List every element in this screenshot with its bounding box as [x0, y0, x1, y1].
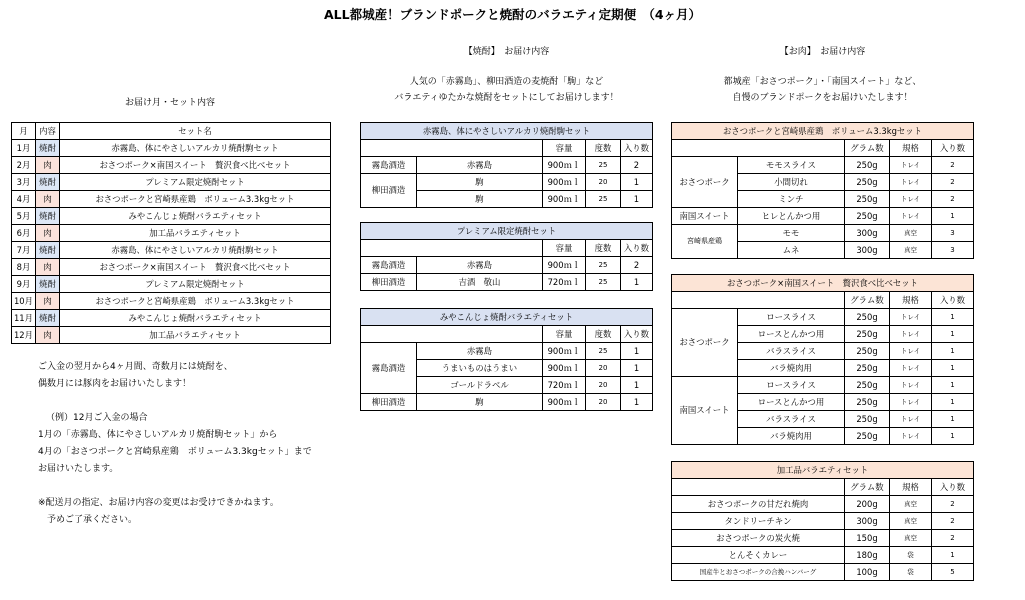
- table-row: [361, 157, 653, 174]
- table-row: [672, 564, 974, 581]
- quantity-cell: 1: [931, 547, 973, 564]
- quantity-cell: 2: [620, 157, 652, 174]
- maker-cell: 柳田酒造: [361, 174, 417, 208]
- brand-cell: 宮崎県産鶏: [672, 225, 738, 259]
- shochu-set-table: [360, 222, 653, 291]
- header-degree: 度数: [585, 326, 620, 343]
- month-cell: 10月: [12, 293, 36, 310]
- schedule-row: [12, 259, 331, 276]
- quantity-cell: 2: [931, 513, 973, 530]
- type-cell: 肉: [36, 293, 60, 310]
- product-cell: バラスライス: [738, 343, 845, 360]
- month-cell: 3月: [12, 174, 36, 191]
- quantity-cell: 1: [932, 309, 974, 326]
- header-type: 内容: [36, 123, 60, 140]
- brand-cell: おさつポーク: [672, 309, 738, 377]
- set-title: おさつポークと宮崎県産鶏 ボリューム3.3kgセット: [672, 123, 974, 140]
- quantity-cell: 1: [932, 428, 974, 445]
- quantity-cell: 1: [932, 326, 974, 343]
- table-row: [361, 394, 653, 411]
- header-blank: [672, 140, 738, 157]
- set-name-cell: 赤霧島、体にやさしいアルカリ焼酎駒セット: [60, 140, 331, 157]
- set-name-cell: プレミアム限定焼酎セット: [60, 276, 331, 293]
- schedule-row: [12, 191, 331, 208]
- header-blank: [417, 140, 543, 157]
- maker-cell: 柳田酒造: [361, 274, 417, 291]
- quantity-cell: 1: [620, 191, 652, 208]
- meat-set-table: [671, 274, 974, 445]
- spec-cell: トレイ: [890, 309, 932, 326]
- volume-cell: 900ｍｌ: [542, 157, 585, 174]
- note-line: ※配送月の指定、お届け内容の変更はお受けできかねます。: [38, 498, 279, 508]
- degree-cell: 20: [585, 174, 620, 191]
- meat-set-table: [671, 461, 974, 581]
- grams-cell: 250g: [844, 157, 889, 174]
- spec-cell: トレイ: [890, 377, 932, 394]
- maker-cell: 柳田酒造: [361, 394, 417, 411]
- set-name-cell: おさつポーク×南国スイート 贅沢食べ比べセット: [60, 259, 331, 276]
- schedule-table: [11, 122, 331, 344]
- maker-cell: 霧島酒造: [361, 343, 417, 394]
- grams-cell: 250g: [845, 360, 890, 377]
- spec-cell: トレイ: [890, 428, 932, 445]
- grams-cell: 300g: [844, 225, 889, 242]
- quantity-cell: 1: [620, 274, 652, 291]
- product-cell: ロースとんかつ用: [738, 394, 845, 411]
- header-quantity: 入り数: [931, 140, 973, 157]
- product-cell: バラ焼肉用: [738, 360, 845, 377]
- product-cell: ゴールドラベル: [417, 377, 543, 394]
- spec-cell: 真空: [889, 513, 931, 530]
- quantity-cell: 1: [620, 343, 652, 360]
- product-cell: おさつポークの炭火焼: [672, 530, 845, 547]
- set-header-row: [672, 292, 974, 309]
- grams-cell: 250g: [844, 208, 889, 225]
- table-row: [361, 257, 653, 274]
- volume-cell: 720ｍｌ: [542, 377, 585, 394]
- header-grams: グラム数: [844, 479, 889, 496]
- quantity-cell: 2: [931, 174, 973, 191]
- header-grams: グラム数: [844, 140, 889, 157]
- product-cell: 駒: [417, 174, 543, 191]
- brand-cell: 南国スイート: [672, 208, 738, 225]
- product-cell: ロースとんかつ用: [738, 326, 845, 343]
- product-cell: 小間切れ: [738, 174, 845, 191]
- product-cell: モモスライス: [738, 157, 845, 174]
- set-title: みやこんじょ焼酎バラエティセット: [361, 309, 653, 326]
- set-title: おさつポーク×南国スイート 贅沢食べ比べセット: [672, 275, 974, 292]
- month-cell: 9月: [12, 276, 36, 293]
- type-cell: 肉: [36, 225, 60, 242]
- quantity-cell: 1: [931, 208, 973, 225]
- product-cell: モモ: [738, 225, 845, 242]
- header-quantity: 入り数: [620, 140, 652, 157]
- schedule-row: [12, 208, 331, 225]
- product-cell: ミンチ: [738, 191, 845, 208]
- set-name-cell: みやこんじょ焼酎バラエティセット: [60, 310, 331, 327]
- note-spacer: [38, 478, 358, 495]
- quantity-cell: 1: [932, 377, 974, 394]
- maker-cell: 霧島酒造: [361, 157, 417, 174]
- grams-cell: 250g: [845, 428, 890, 445]
- set-name-cell: おさつポーク×南国スイート 贅沢食べ比べセット: [60, 157, 331, 174]
- grams-cell: 250g: [845, 326, 890, 343]
- grams-cell: 250g: [845, 377, 890, 394]
- brand-cell: おさつポーク: [672, 157, 738, 208]
- header-volume: 容量: [542, 140, 585, 157]
- schedule-row: [12, 293, 331, 310]
- set-header-row: [361, 140, 653, 157]
- spec-cell: トレイ: [889, 208, 931, 225]
- spec-cell: トレイ: [890, 411, 932, 428]
- degree-cell: 25: [585, 157, 620, 174]
- header-quantity: 入り数: [931, 479, 973, 496]
- table-row: [672, 513, 974, 530]
- header-volume: 容量: [542, 326, 585, 343]
- grams-cell: 200g: [844, 496, 889, 513]
- grams-cell: 250g: [844, 174, 889, 191]
- grams-cell: 300g: [844, 513, 889, 530]
- schedule-row: [12, 140, 331, 157]
- type-cell: 焼酎: [36, 276, 60, 293]
- note-spacer: [38, 393, 358, 410]
- table-row: [361, 343, 653, 360]
- product-cell: バラ焼肉用: [738, 428, 845, 445]
- type-cell: 焼酎: [36, 140, 60, 157]
- grams-cell: 250g: [844, 191, 889, 208]
- note-line: お届けいたします。: [38, 464, 119, 474]
- month-cell: 1月: [12, 140, 36, 157]
- header-quantity: 入り数: [620, 240, 652, 257]
- table-row: [672, 547, 974, 564]
- maker-cell: 霧島酒造: [361, 257, 417, 274]
- spec-cell: 真空: [889, 242, 931, 259]
- type-cell: 焼酎: [36, 310, 60, 327]
- quantity-cell: 2: [931, 496, 973, 513]
- type-cell: 肉: [36, 259, 60, 276]
- volume-cell: 900ｍｌ: [542, 394, 585, 411]
- table-row: [361, 174, 653, 191]
- quantity-cell: 2: [931, 157, 973, 174]
- type-cell: 焼酎: [36, 174, 60, 191]
- quantity-cell: 1: [620, 377, 652, 394]
- header-degree: 度数: [585, 240, 620, 257]
- month-cell: 4月: [12, 191, 36, 208]
- volume-cell: 720ｍｌ: [542, 274, 585, 291]
- month-cell: 6月: [12, 225, 36, 242]
- quantity-cell: 3: [931, 242, 973, 259]
- header-month: 月: [12, 123, 36, 140]
- schedule-row: [12, 174, 331, 191]
- table-row: [672, 157, 974, 174]
- set-name-cell: 赤霧島、体にやさしいアルカリ焼酎駒セット: [60, 242, 331, 259]
- spec-cell: トレイ: [890, 343, 932, 360]
- schedule-row: [12, 242, 331, 259]
- table-row: [672, 377, 974, 394]
- shochu-intro-line: バラエティゆたかな焼酎をセットにしてお届けします！: [394, 93, 619, 103]
- grams-cell: 250g: [845, 343, 890, 360]
- grams-cell: 300g: [844, 242, 889, 259]
- set-title: プレミアム限定焼酎セット: [361, 223, 653, 240]
- volume-cell: 900ｍｌ: [542, 360, 585, 377]
- grams-cell: 150g: [844, 530, 889, 547]
- set-name-cell: おさつポークと宮崎県産鶏 ボリューム3.3kgセット: [60, 191, 331, 208]
- set-header-row: [672, 140, 974, 157]
- header-spec: 規格: [889, 479, 931, 496]
- product-cell: 駒: [417, 191, 543, 208]
- volume-cell: 900ｍｌ: [542, 174, 585, 191]
- degree-cell: 25: [585, 257, 620, 274]
- note-line: 1月の「赤霧島、体にやさしいアルカリ焼酎駒セット」から: [38, 430, 278, 440]
- set-header-row: [361, 240, 653, 257]
- product-cell: ヒレとんかつ用: [738, 208, 845, 225]
- set-header-row: [361, 326, 653, 343]
- degree-cell: 25: [585, 191, 620, 208]
- volume-cell: 900ｍｌ: [542, 257, 585, 274]
- shochu-set-table: [360, 308, 653, 411]
- product-cell: ロースライス: [738, 309, 845, 326]
- month-cell: 12月: [12, 327, 36, 344]
- spec-cell: トレイ: [890, 360, 932, 377]
- product-cell: うまいものはうまい: [417, 360, 543, 377]
- set-header-row: [672, 479, 974, 496]
- quantity-cell: 3: [931, 225, 973, 242]
- grams-cell: 250g: [845, 309, 890, 326]
- volume-cell: 900ｍｌ: [542, 191, 585, 208]
- grams-cell: 250g: [845, 411, 890, 428]
- month-cell: 5月: [12, 208, 36, 225]
- degree-cell: 25: [585, 274, 620, 291]
- header-blank: [361, 240, 417, 257]
- header-blank: [672, 479, 845, 496]
- schedule-header-row: [12, 123, 331, 140]
- page-title: ALL都城産！ブランドポークと焼酎のバラエティ定期便 （4ヶ月）: [323, 7, 702, 22]
- quantity-cell: 1: [932, 411, 974, 428]
- month-cell: 2月: [12, 157, 36, 174]
- table-row: [672, 530, 974, 547]
- degree-cell: 25: [585, 343, 620, 360]
- degree-cell: 20: [585, 377, 620, 394]
- degree-cell: 20: [585, 394, 620, 411]
- spec-cell: 袋: [889, 547, 931, 564]
- header-blank: [417, 240, 543, 257]
- quantity-cell: 1: [620, 174, 652, 191]
- header-blank: [361, 326, 417, 343]
- spec-cell: トレイ: [889, 157, 931, 174]
- quantity-cell: 1: [932, 394, 974, 411]
- quantity-cell: 1: [932, 360, 974, 377]
- degree-cell: 20: [585, 360, 620, 377]
- product-cell: 赤霧島: [417, 343, 543, 360]
- set-name-cell: 加工品バラエティセット: [60, 225, 331, 242]
- note-line: 予めご了承ください。: [38, 515, 138, 525]
- spec-cell: 真空: [889, 225, 931, 242]
- quantity-cell: 1: [620, 394, 652, 411]
- schedule-row: [12, 276, 331, 293]
- shochu-intro: [355, 74, 658, 106]
- note-line: ご入金の翌月から4ヶ月間、奇数月には焼酎を、: [38, 362, 233, 372]
- schedule-row: [12, 327, 331, 344]
- header-blank: [738, 292, 845, 309]
- table-row: [672, 496, 974, 513]
- product-cell: ムネ: [738, 242, 845, 259]
- quantity-cell: 1: [932, 343, 974, 360]
- schedule-row: [12, 310, 331, 327]
- brand-cell: 南国スイート: [672, 377, 738, 445]
- set-title: 加工品バラエティセット: [672, 462, 974, 479]
- header-volume: 容量: [542, 240, 585, 257]
- set-name-cell: 加工品バラエティセット: [60, 327, 331, 344]
- product-cell: 国産牛とおさつポークの合挽ハンバーグ: [672, 564, 845, 581]
- spec-cell: 袋: [889, 564, 931, 581]
- spec-cell: トレイ: [890, 394, 932, 411]
- set-name-cell: みやこんじょ焼酎バラエティセット: [60, 208, 331, 225]
- product-cell: 駒: [417, 394, 543, 411]
- set-title: 赤霧島、体にやさしいアルカリ焼酎駒セット: [361, 123, 653, 140]
- product-cell: 赤霧島: [417, 257, 543, 274]
- schedule-caption: お届け月・セット内容: [124, 98, 215, 108]
- table-row: [672, 208, 974, 225]
- quantity-cell: 5: [931, 564, 973, 581]
- meat-intro-line: 都城産「おさつポーク」・「南国スイート」など、: [723, 77, 922, 87]
- product-cell: タンドリーチキン: [672, 513, 845, 530]
- header-set-name: セット名: [60, 123, 331, 140]
- header-quantity: 入り数: [932, 292, 974, 309]
- schedule-row: [12, 225, 331, 242]
- product-cell: ロースライス: [738, 377, 845, 394]
- header-quantity: 入り数: [620, 326, 652, 343]
- spec-cell: 真空: [889, 530, 931, 547]
- table-row: [361, 274, 653, 291]
- spec-cell: トレイ: [890, 326, 932, 343]
- volume-cell: 900ｍｌ: [542, 343, 585, 360]
- header-blank: [738, 140, 845, 157]
- schedule-row: [12, 157, 331, 174]
- header-grams: グラム数: [845, 292, 890, 309]
- product-cell: 吉酒 敬山: [417, 274, 543, 291]
- month-cell: 7月: [12, 242, 36, 259]
- set-name-cell: おさつポークと宮崎県産鶏 ボリューム3.3kgセット: [60, 293, 331, 310]
- meat-intro: [665, 74, 980, 106]
- header-spec: 規格: [890, 292, 932, 309]
- meat-set-table: [671, 122, 974, 259]
- spec-cell: 真空: [889, 496, 931, 513]
- product-cell: おさつポークの甘だれ焼肉: [672, 496, 845, 513]
- type-cell: 焼酎: [36, 208, 60, 225]
- grams-cell: 180g: [844, 547, 889, 564]
- quantity-cell: 1: [620, 360, 652, 377]
- quantity-cell: 2: [931, 191, 973, 208]
- shochu-intro-line: 人気の「赤霧島」、柳田酒造の麦焼酎「駒」など: [409, 77, 604, 87]
- header-spec: 規格: [889, 140, 931, 157]
- month-cell: 8月: [12, 259, 36, 276]
- shochu-caption: 【焼酎】 お届け内容: [463, 47, 550, 57]
- quantity-cell: 2: [931, 530, 973, 547]
- table-row: [672, 309, 974, 326]
- product-cell: 赤霧島: [417, 157, 543, 174]
- type-cell: 肉: [36, 191, 60, 208]
- grams-cell: 100g: [844, 564, 889, 581]
- month-cell: 11月: [12, 310, 36, 327]
- header-blank: [361, 140, 417, 157]
- product-cell: とんそくカレー: [672, 547, 845, 564]
- spec-cell: トレイ: [889, 191, 931, 208]
- note-line: 4月の「おさつポークと宮崎県産鶏 ボリューム3.3kgセット」まで: [38, 447, 312, 457]
- meat-intro-line: 自慢のブランドポークをお届けいたします！: [732, 93, 913, 103]
- meat-caption: 【お肉】 お届け内容: [779, 47, 866, 57]
- header-blank: [672, 292, 738, 309]
- note-line: （例）12月ご入金の場合: [46, 413, 148, 423]
- type-cell: 肉: [36, 157, 60, 174]
- table-row: [672, 225, 974, 242]
- spec-cell: トレイ: [889, 174, 931, 191]
- grams-cell: 250g: [845, 394, 890, 411]
- product-cell: バラスライス: [738, 411, 845, 428]
- set-name-cell: プレミアム限定焼酎セット: [60, 174, 331, 191]
- note-line: 偶数月には豚肉をお届けいたします！: [38, 379, 192, 389]
- header-degree: 度数: [585, 140, 620, 157]
- type-cell: 肉: [36, 327, 60, 344]
- schedule-notes: [38, 359, 358, 529]
- type-cell: 焼酎: [36, 242, 60, 259]
- shochu-set-table: [360, 122, 653, 208]
- quantity-cell: 2: [620, 257, 652, 274]
- header-blank: [417, 326, 543, 343]
